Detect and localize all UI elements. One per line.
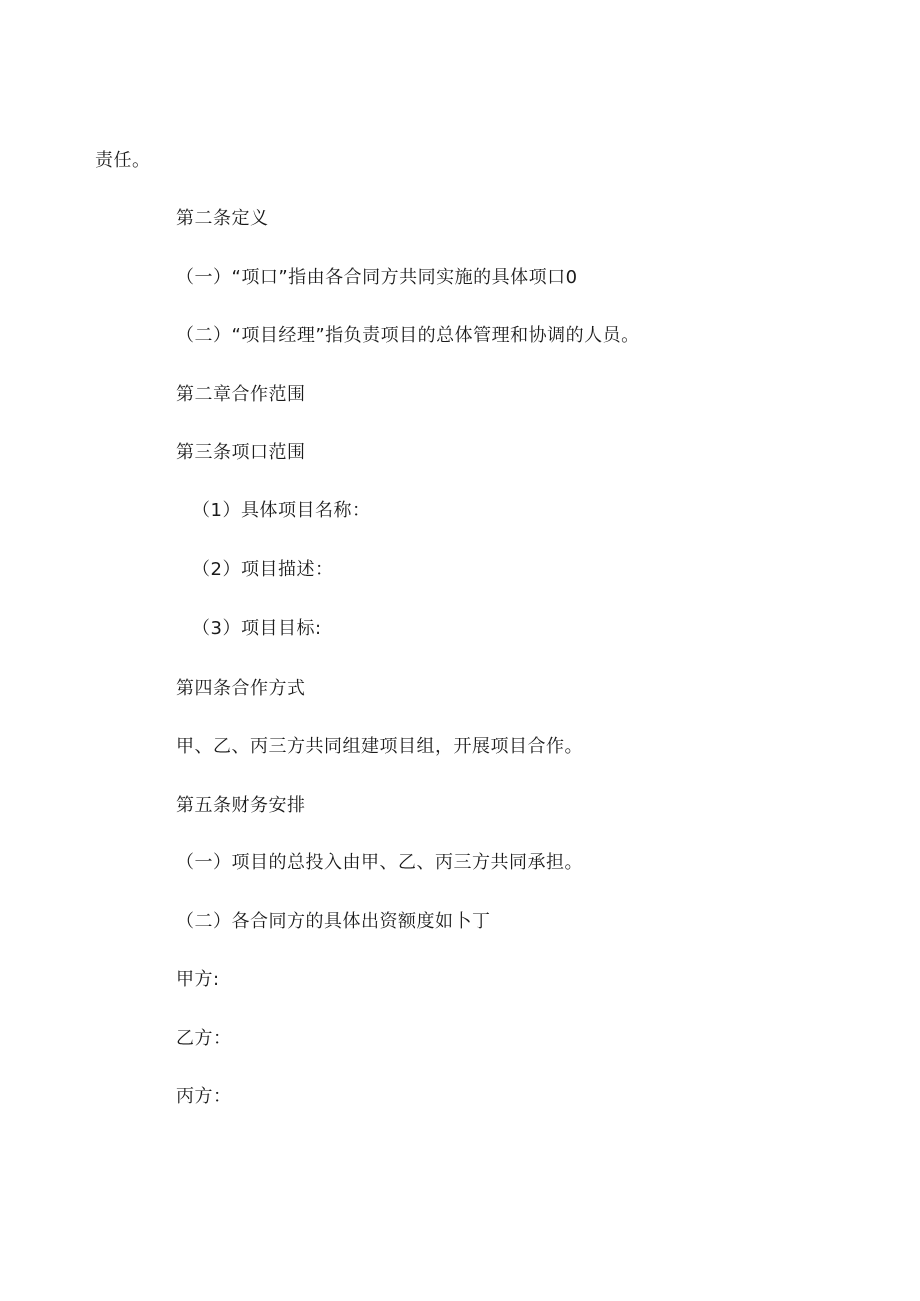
article-4-heading: 第四条合作方式 [176,678,306,699]
scope-item-1: （1）具体项目名称： [192,500,371,521]
chapter-2-heading: 第二章合作范围 [176,384,306,405]
definition-item-1: （一）“项口”指由各合同方共同实施的具体项口0 [176,267,578,288]
article-2-heading: 第二条定义 [176,208,269,229]
finance-item-2: （二）各合同方的具体出资额度如卜丁 [176,911,491,932]
scope-item-3: （3）项目目标: [192,618,322,639]
article-3-heading: 第三条项口范围 [176,442,306,463]
party-a-label: 甲方: [176,969,220,990]
paragraph-responsibility: 责任。 [95,150,151,171]
definition-item-2: （二）“项目经理”指负责项目的总体管理和协调的人员。 [176,325,640,346]
party-b-label: 乙方： [176,1028,232,1049]
party-c-label: 丙方： [176,1086,232,1107]
cooperation-method-text: 甲、乙、丙三方共同组建项目组，开展项目合作。 [176,736,583,757]
finance-item-1: （一）项目的总投入由甲、乙、丙三方共同承担。 [176,852,583,873]
scope-item-2: （2）项目描述： [192,559,334,580]
article-5-heading: 第五条财务安排 [176,795,306,816]
